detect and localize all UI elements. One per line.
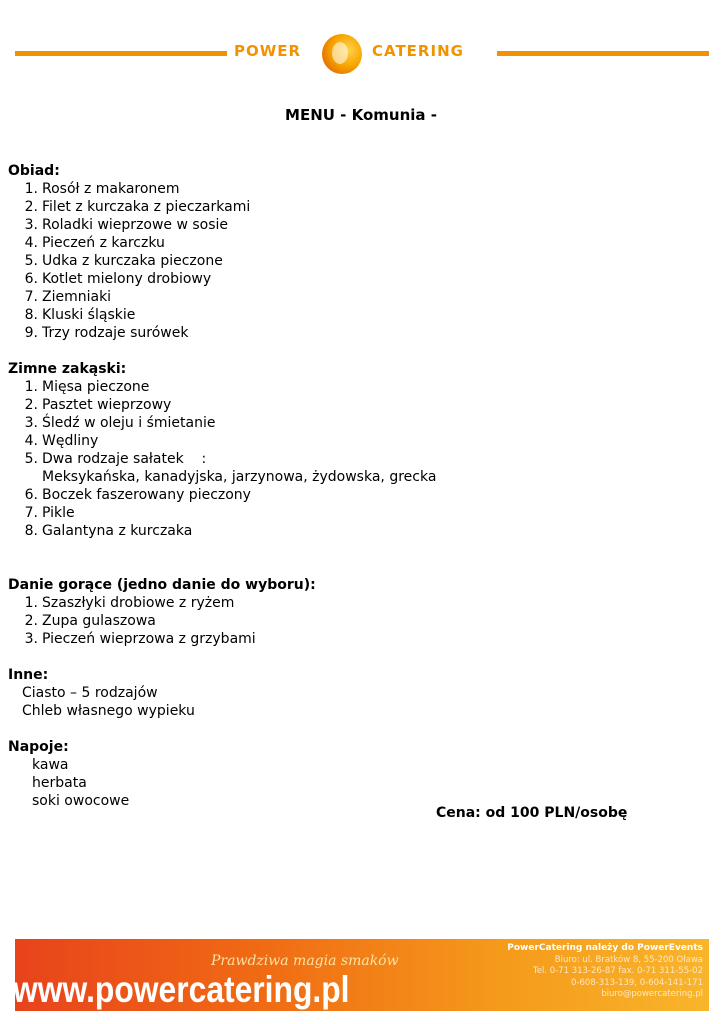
list-item: Ciasto – 5 rodzajów — [22, 685, 158, 701]
footer-website[interactable]: www.powercatering.pl — [13, 969, 350, 1010]
brand-logo-icon — [322, 34, 362, 74]
list-item: 6. Boczek faszerowany pieczony — [24, 487, 251, 503]
footer-company: PowerCatering należy do PowerEvents — [507, 943, 703, 953]
list-item: herbata — [32, 775, 87, 791]
list-item: Chleb własnego wypieku — [22, 703, 195, 719]
list-item: 4. Wędliny — [24, 433, 99, 449]
list-item: 5. Dwa rodzaje sałatek : — [24, 451, 207, 467]
price-label: Cena: od 100 PLN/osobę — [436, 805, 628, 821]
section-heading-inne: Inne: — [8, 667, 49, 683]
salad-options: Meksykańska, kanadyjska, jarzynowa, żydowska, grecka — [42, 469, 437, 485]
list-item: 5. Udka z kurczaka pieczone — [24, 253, 223, 269]
menu-content — [8, 162, 708, 810]
section-heading-gorace: Danie gorące (jedno danie do wyboru): — [8, 577, 316, 593]
list-item: 2. Pasztet wieprzowy — [24, 397, 172, 413]
list-item: 8. Kluski śląskie — [24, 307, 136, 323]
list-item: 1. Szaszłyki drobiowe z ryżem — [24, 595, 235, 611]
footer-phone: Tel. 0-71 313-26-87 fax. 0-71 311-55-02 — [532, 966, 703, 976]
footer-email[interactable]: biuro@powercatering.pl — [601, 989, 703, 999]
list-item: soki owocowe — [32, 793, 130, 809]
list-item: 3. Roladki wieprzowe w sosie — [24, 217, 229, 233]
brand-power: POWER — [234, 42, 302, 60]
footer-banner — [15, 939, 709, 1011]
list-item: 3. Śledź w oleju i śmietanie — [24, 415, 216, 431]
brand-catering: CATERING — [372, 42, 464, 60]
footer-mobile: 0-608-313-139, 0-604-141-171 — [571, 977, 703, 988]
list-item: 6. Kotlet mielony drobiowy — [24, 271, 212, 287]
list-item: 2. Zupa gulaszowa — [24, 613, 156, 629]
list-item: 7. Pikle — [24, 505, 75, 521]
list-item: 8. Galantyna z kurczaka — [24, 523, 193, 539]
footer-tagline: Prawdziwa magia smaków — [211, 953, 399, 969]
page-title: MENU - Komunia - — [285, 106, 437, 124]
section-heading-zakaski: Zimne zakąski: — [8, 361, 127, 377]
list-item: 2. Filet z kurczaka z pieczarkami — [24, 199, 251, 215]
header-rule-right — [497, 51, 709, 56]
list-item: 4. Pieczeń z karczku — [24, 235, 165, 251]
footer-contact — [507, 943, 703, 1001]
section-heading-napoje: Napoje: — [8, 739, 69, 755]
list-item: 7. Ziemniaki — [24, 289, 112, 305]
list-item: 9. Trzy rodzaje surówek — [24, 325, 189, 341]
list-item: kawa — [32, 757, 69, 773]
footer-address: Biuro: ul. Bratków 8, 55-200 Oława — [554, 954, 703, 965]
list-item: 1. Mięsa pieczone — [24, 379, 150, 395]
section-heading-obiad: Obiad: — [8, 163, 60, 179]
list-item: 1. Rosół z makaronem — [24, 181, 180, 197]
list-item: 3. Pieczeń wieprzowa z grzybami — [24, 631, 256, 647]
header-rule-left — [15, 51, 227, 56]
